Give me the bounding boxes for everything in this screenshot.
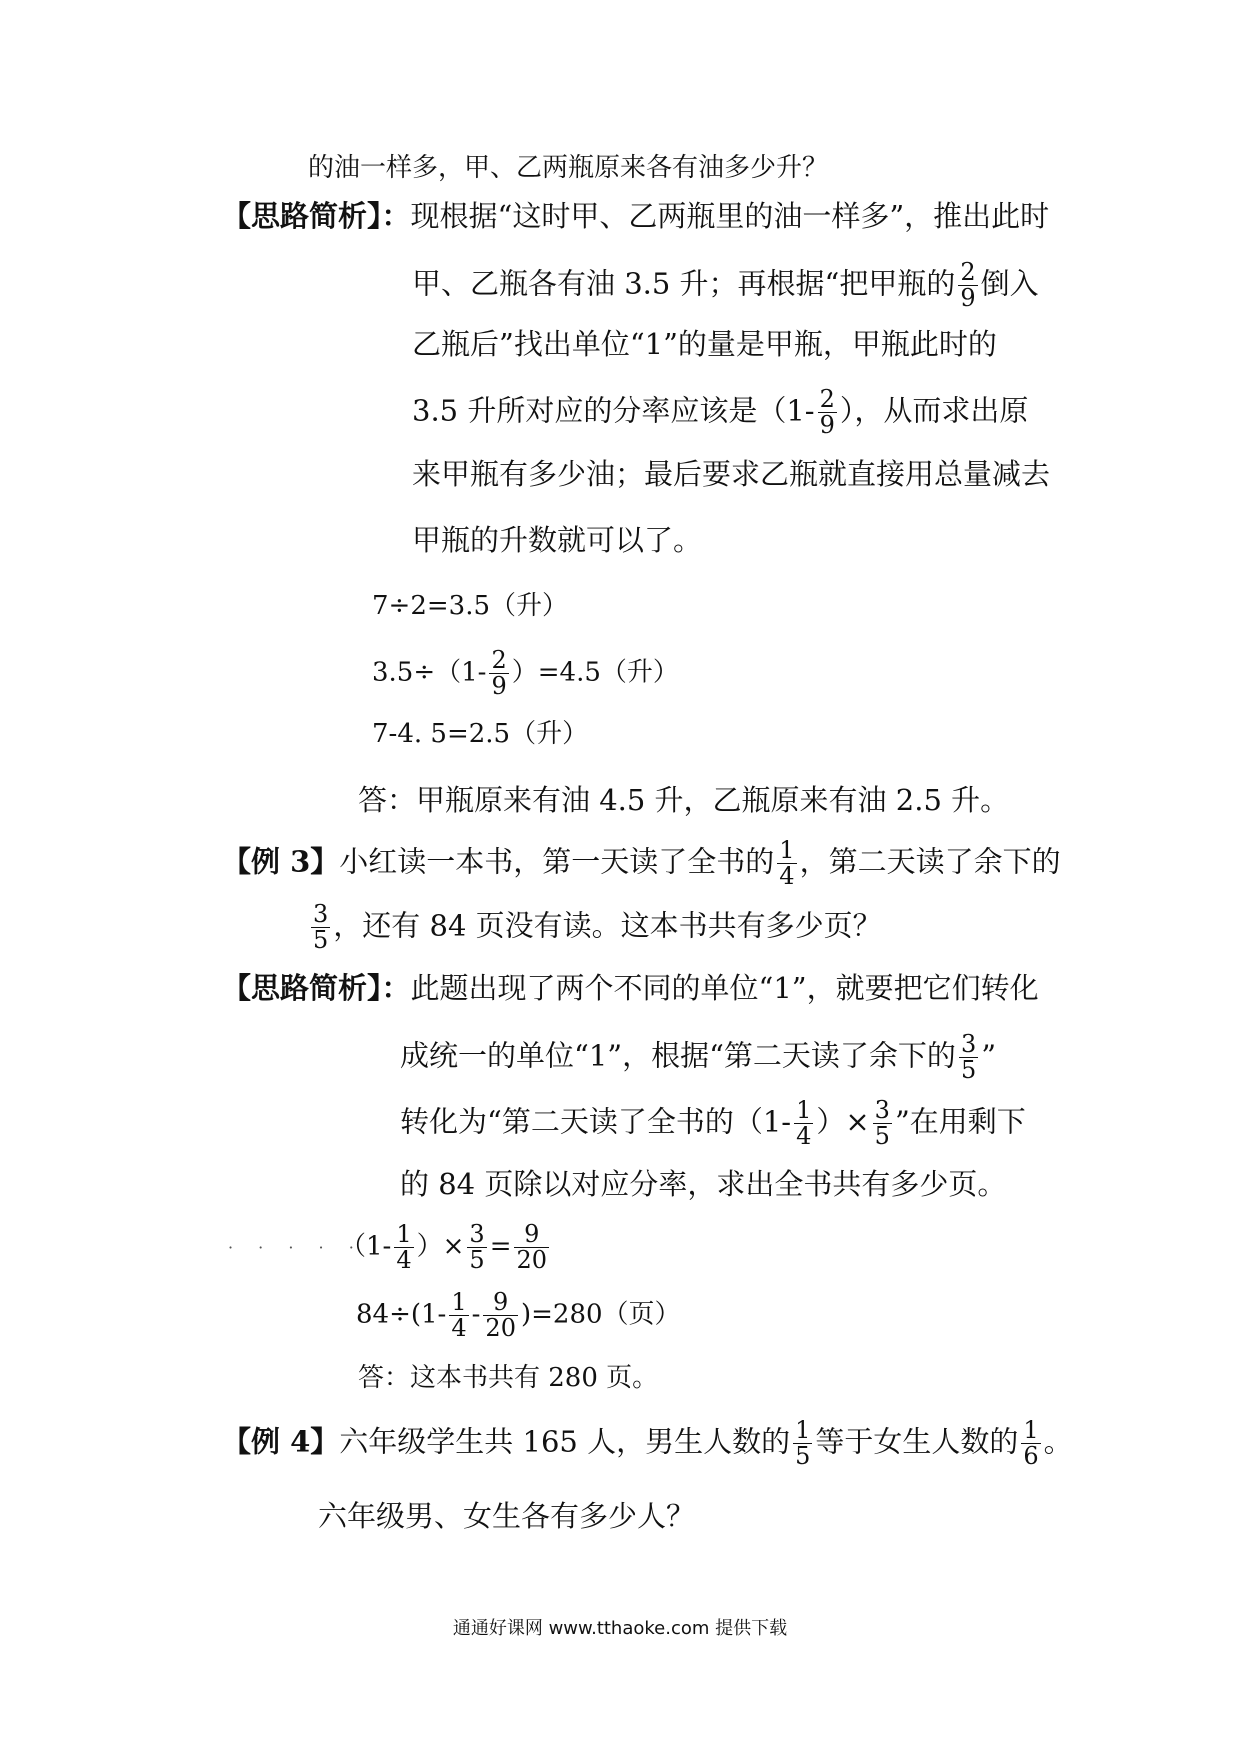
fraction-1-6: $\frac{1}{6}$: [1023, 1416, 1039, 1471]
analysis-1-line-4: 3.5 升所对应的分率应该是（1- $\frac{2}{9}$ ），从而求出原: [412, 385, 1029, 440]
fraction-3-5: $\frac{3}{5}$: [874, 1096, 890, 1151]
problem-continuation: 的油一样多，甲、乙两瓶原来各有油多少升？: [308, 153, 829, 183]
fraction-2-9: $\frac{2}{9}$: [491, 646, 507, 701]
analysis-1-line-6: 甲瓶的升数就可以了。: [412, 523, 703, 557]
fraction-3-5: $\frac{3}{5}$: [469, 1220, 485, 1275]
example-4-line-1: 【例 4】六年级学生共 165 人，男生人数的 $\frac{1}{5}$ 等于女生人数的 $\frac{1}{6}$ 。: [222, 1416, 1073, 1471]
fraction-1-4: $\frac{1}{4}$: [451, 1288, 467, 1343]
fraction-1-4: $\frac{1}{4}$: [779, 836, 795, 891]
fraction-1-5: $\frac{1}{5}$: [795, 1416, 811, 1471]
example-4-label: 【例 4】: [222, 1424, 340, 1459]
analysis-label: 【思路简析】: [222, 971, 382, 1005]
analysis-1-line-1: 【思路简析】：现根据“这时甲、乙两瓶里的油一样多”，推出此时: [222, 199, 1050, 233]
example-3-line-2: $\frac{3}{5}$ ，还有 84 页没有读。这本书共有多少页？: [313, 900, 882, 955]
analysis-1-line-2: 甲、乙瓶各有油 3.5 升；再根据“把甲瓶的 $\frac{2}{9}$ 倒入: [412, 258, 1039, 313]
example-4-line-2: 六年级男、女生各有多少人？: [318, 1499, 696, 1533]
fraction-1-4: $\frac{1}{4}$: [396, 1220, 412, 1275]
calc-1-step-1: 7÷2=3.5（升）: [372, 591, 569, 621]
fraction-9-20: $\frac{9}{20}$: [516, 1220, 548, 1275]
page-footer: 通通好课网 www.tthaoke.com 提供下载: [452, 1618, 788, 1639]
example-3-label: 【例 3】: [222, 844, 340, 879]
fraction-1-4: $\frac{1}{4}$: [796, 1096, 812, 1151]
analysis-2-line-2: 成统一的单位“1”，根据“第二天读了余下的 $\frac{3}{5}$ ”: [400, 1030, 997, 1085]
calc-1-step-2: 3.5÷（1- $\frac{2}{9}$ ）=4.5（升）: [372, 646, 679, 701]
analysis-1-line-3: 乙瓶后”找出单位“1”的量是甲瓶，甲瓶此时的: [412, 327, 997, 361]
fraction-2-9: $\frac{2}{9}$: [819, 385, 835, 440]
fraction-3-5: $\frac{3}{5}$: [313, 900, 329, 955]
example-3-line-1: 【例 3】小红读一本书，第一天读了全书的 $\frac{1}{4}$ ，第二天读了余下的: [222, 836, 1061, 891]
fraction-3-5: $\frac{3}{5}$: [960, 1030, 977, 1085]
decorative-dots: · · · · ·: [228, 1238, 364, 1257]
answer-1: 答：甲瓶原来有油 4.5 升，乙瓶原来有油 2.5 升。: [358, 783, 1010, 817]
analysis-2-line-1: 【思路简析】：此题出现了两个不同的单位“1”，就要把它们转化: [222, 971, 1039, 1005]
fraction-9-20: $\frac{9}{20}$: [485, 1288, 516, 1343]
analysis-2-line-3: 转化为“第二天读了全书的（1- $\frac{1}{4}$ ）× $\frac{3}{5}$ ”在用剩下: [400, 1096, 1026, 1151]
calc-2-step-1: （1- $\frac{1}{4}$ ）× $\frac{3}{5}$ = $\frac{9}{20}$: [340, 1220, 548, 1275]
answer-2: 答：这本书共有 280 页。: [358, 1363, 659, 1393]
analysis-1-line-5: 来甲瓶有多少油；最后要求乙瓶就直接用总量减去: [412, 457, 1051, 491]
calc-1-step-3: 7-4. 5=2.5（升）: [372, 719, 589, 749]
analysis-label: 【思路简析】: [222, 199, 382, 233]
fraction-2-9: $\frac{2}{9}$: [960, 258, 976, 313]
calc-2-step-2: 84÷(1- $\frac{1}{4}$ - $\frac{9}{20}$ )=280（页）: [356, 1288, 681, 1343]
analysis-2-line-4: 的 84 页除以对应分率，求出全书共有多少页。: [400, 1167, 1007, 1201]
